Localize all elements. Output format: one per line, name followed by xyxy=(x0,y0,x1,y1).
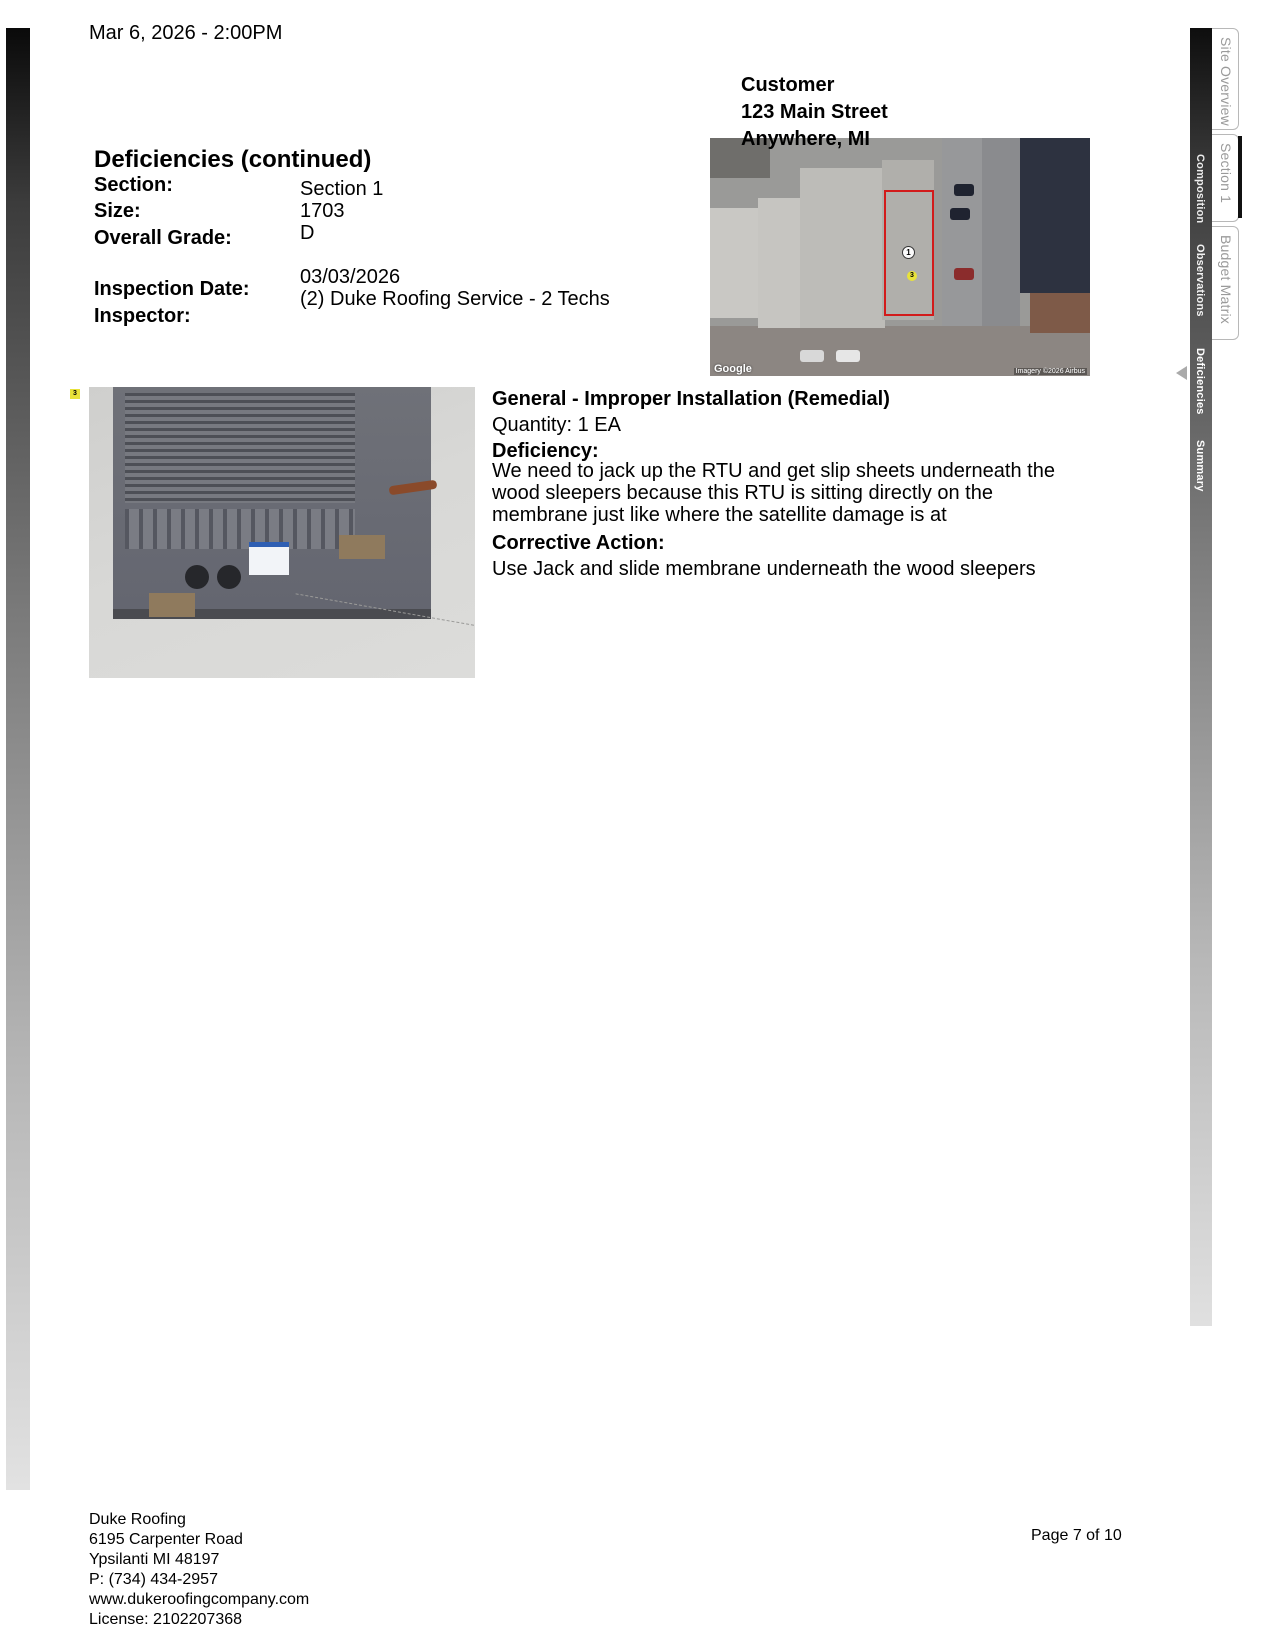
page-title: Deficiencies (continued) xyxy=(94,146,372,173)
size-value: 1703 xyxy=(300,200,345,222)
customer-street: 123 Main Street xyxy=(741,101,888,123)
page-number: Page 7 of 10 xyxy=(1031,1527,1122,1544)
grade-value: D xyxy=(300,222,315,244)
map-marker-3: 3 xyxy=(907,271,917,281)
tab-rail xyxy=(1190,28,1212,1326)
rtu-photo xyxy=(89,387,475,678)
footer-company: Duke Roofing xyxy=(89,1511,186,1528)
customer-name: Customer xyxy=(741,74,835,96)
current-section-pointer xyxy=(1176,366,1187,380)
tab-budget-matrix-label: Budget Matrix xyxy=(1218,235,1234,324)
inspection-date-label: Inspection Date: xyxy=(94,278,250,300)
aerial-map-image xyxy=(710,138,1090,376)
active-tab-indicator xyxy=(1238,136,1242,218)
corrective-action-label: Corrective Action: xyxy=(492,532,665,554)
tab-summary[interactable]: Summary xyxy=(1194,440,1206,492)
tab-section-1-label: Section 1 xyxy=(1218,143,1234,204)
tab-composition[interactable]: Composition xyxy=(1194,154,1206,224)
footer-website[interactable]: www.dukeroofingcompany.com xyxy=(89,1591,310,1608)
footer-city: Ypsilanti MI 48197 xyxy=(89,1551,220,1568)
deficiency-label: Deficiency: xyxy=(492,440,599,462)
tab-section-1[interactable] xyxy=(1212,134,1239,222)
section-value: Section 1 xyxy=(300,178,384,200)
tab-site-overview[interactable] xyxy=(1212,28,1239,130)
size-label: Size: xyxy=(94,200,141,222)
deficiency-title: General - Improper Installation (Remedial) xyxy=(492,388,890,410)
deficiency-text: We need to jack up the RTU and get slip sheets underneath the wood sleepers because this RTU is sitting directly on the membrane just like where the satellite damage is at xyxy=(492,460,1055,526)
map-marker-1: 1 xyxy=(902,246,915,259)
corrective-action-text: Use Jack and slide membrane underneath the wood sleepers xyxy=(492,558,1036,580)
inspector-value: (2) Duke Roofing Service - 2 Techs xyxy=(300,288,610,310)
report-timestamp: Mar 6, 2026 - 2:00PM xyxy=(89,22,283,44)
company-footer xyxy=(89,1510,309,1630)
tab-observations[interactable]: Observations xyxy=(1194,244,1206,317)
google-watermark: Google xyxy=(714,363,752,375)
tab-site-overview-label: Site Overview xyxy=(1218,37,1234,126)
photo-marker-badge: 3 xyxy=(70,389,80,399)
customer-block xyxy=(741,72,888,153)
tab-budget-matrix[interactable] xyxy=(1212,226,1239,340)
deficiency-quantity: Quantity: 1 EA xyxy=(492,414,621,436)
footer-phone: P: (734) 434-2957 xyxy=(89,1571,218,1588)
inspector-label: Inspector: xyxy=(94,305,191,327)
tab-deficiencies[interactable]: Deficiencies xyxy=(1194,348,1206,415)
left-gradient-bar xyxy=(6,28,30,1490)
footer-address: 6195 Carpenter Road xyxy=(89,1531,243,1548)
inspection-date-value: 03/03/2026 xyxy=(300,266,401,288)
grade-label: Overall Grade: xyxy=(94,227,232,249)
customer-city: Anywhere, MI xyxy=(741,128,870,150)
footer-license: License: 2102207368 xyxy=(89,1611,243,1628)
section-label: Section: xyxy=(94,174,173,196)
imagery-credit: Imagery ©2026 Airbus xyxy=(1015,368,1085,375)
